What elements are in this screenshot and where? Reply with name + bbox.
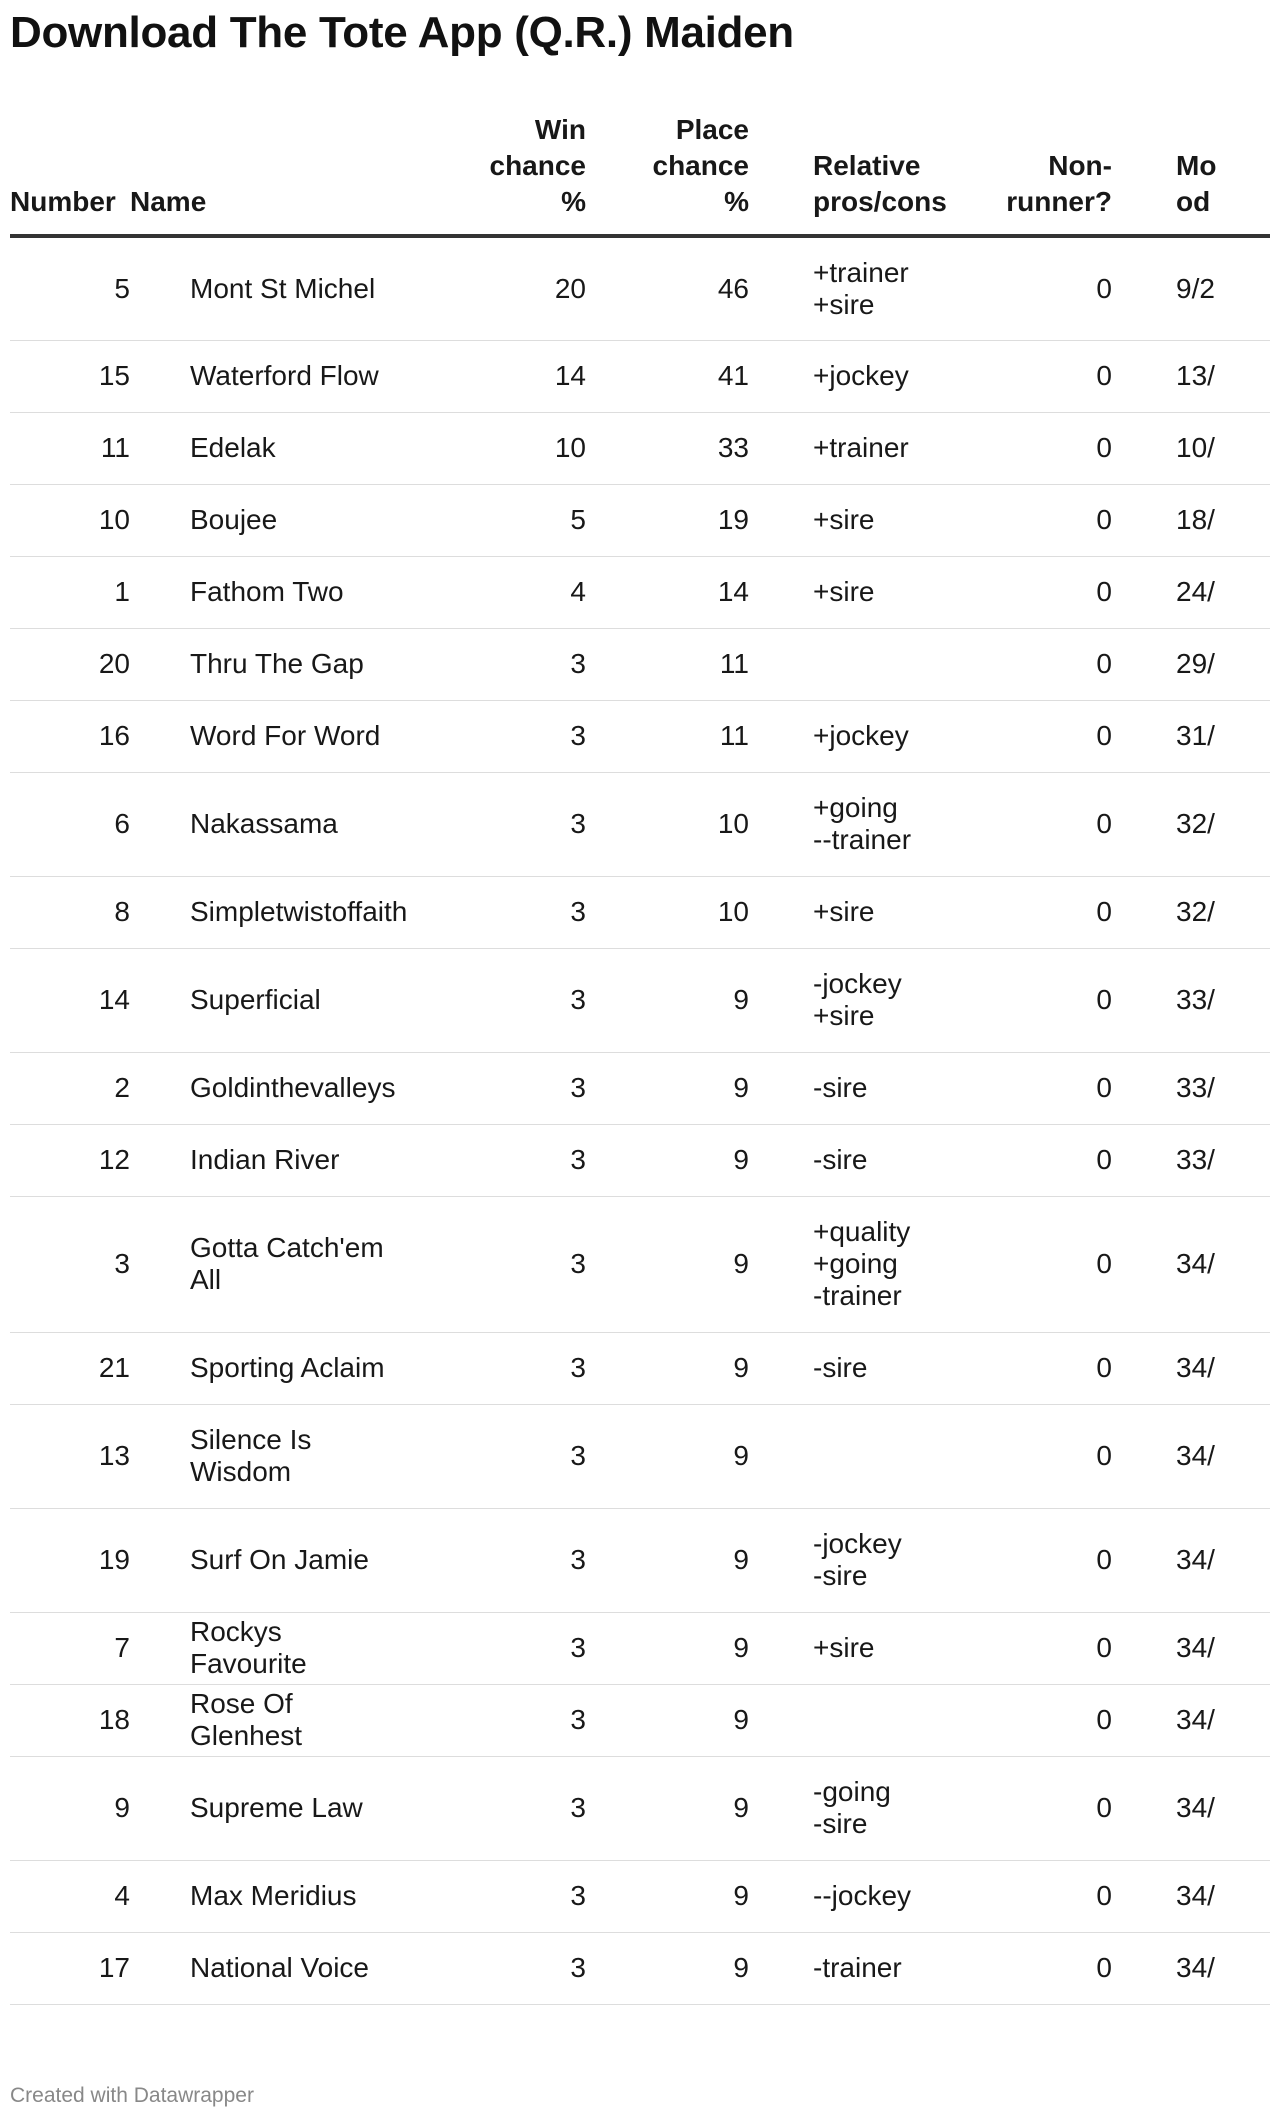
cell-morning-odds: 34/: [1112, 1404, 1270, 1508]
table-row: [10, 1124, 1270, 1196]
cell-relative-pros-cons: [749, 1404, 919, 1508]
table-row: [10, 1508, 1270, 1612]
cell-morning-odds: 34/: [1112, 1508, 1270, 1612]
chart-title: Download The Tote App (Q.R.) Maiden: [10, 8, 794, 57]
table-row: [10, 412, 1270, 484]
cell-place-chance: 33: [586, 412, 749, 484]
cell-morning-odds: 9/2: [1112, 236, 1270, 340]
cell-number: 13: [10, 1404, 130, 1508]
cell-number: 1: [10, 556, 130, 628]
cell-number: 3: [10, 1196, 130, 1332]
table-row: [10, 948, 1270, 1052]
cell-morning-odds: 34/: [1112, 1684, 1270, 1756]
table-row: [10, 556, 1270, 628]
cell-morning-odds: 33/: [1112, 1124, 1270, 1196]
cell-win-chance: 3: [400, 1124, 586, 1196]
cell-win-chance: 3: [400, 1508, 586, 1612]
cell-relative-pros-cons: +trainer +sire: [749, 236, 919, 340]
cell-non-runner: 0: [919, 876, 1112, 948]
cell-name: Waterford Flow: [130, 340, 400, 412]
cell-place-chance: 9: [586, 1404, 749, 1508]
cell-number: 17: [10, 1932, 130, 2004]
cell-place-chance: 9: [586, 1196, 749, 1332]
runners-table: [10, 112, 1270, 2005]
cell-morning-odds: 34/: [1112, 1932, 1270, 2004]
cell-non-runner: 0: [919, 628, 1112, 700]
cell-place-chance: 9: [586, 1756, 749, 1860]
cell-place-chance: 9: [586, 1332, 749, 1404]
table-row: [10, 236, 1270, 340]
cell-morning-odds: 32/: [1112, 876, 1270, 948]
cell-relative-pros-cons: -trainer: [749, 1932, 919, 2004]
cell-place-chance: 10: [586, 876, 749, 948]
cell-morning-odds: 31/: [1112, 700, 1270, 772]
cell-win-chance: 3: [400, 1756, 586, 1860]
cell-morning-odds: 10/: [1112, 412, 1270, 484]
cell-non-runner: 0: [919, 1684, 1112, 1756]
cell-number: 6: [10, 772, 130, 876]
cell-relative-pros-cons: +jockey: [749, 340, 919, 412]
cell-win-chance: 3: [400, 1932, 586, 2004]
cell-number: 2: [10, 1052, 130, 1124]
cell-place-chance: 9: [586, 1612, 749, 1684]
cell-number: 21: [10, 1332, 130, 1404]
cell-win-chance: 4: [400, 556, 586, 628]
cell-name: Thru The Gap: [130, 628, 400, 700]
cell-relative-pros-cons: +sire: [749, 876, 919, 948]
cell-non-runner: 0: [919, 1932, 1112, 2004]
cell-morning-odds: 34/: [1112, 1860, 1270, 1932]
cell-name: Superficial: [130, 948, 400, 1052]
cell-non-runner: 0: [919, 700, 1112, 772]
table-container: [10, 0, 1217, 2060]
cell-non-runner: 0: [919, 1332, 1112, 1404]
cell-non-runner: 0: [919, 1124, 1112, 1196]
cell-morning-odds: 29/: [1112, 628, 1270, 700]
cell-name: Indian River: [130, 1124, 400, 1196]
table-row: [10, 628, 1270, 700]
cell-name: Simpletwistoffaith: [130, 876, 400, 948]
cell-win-chance: 3: [400, 1052, 586, 1124]
cell-relative-pros-cons: -sire: [749, 1124, 919, 1196]
cell-name: Fathom Two: [130, 556, 400, 628]
cell-number: 18: [10, 1684, 130, 1756]
cell-place-chance: 19: [586, 484, 749, 556]
cell-name: Rose Of Glenhest: [130, 1684, 400, 1756]
cell-place-chance: 46: [586, 236, 749, 340]
cell-non-runner: 0: [919, 1860, 1112, 1932]
footer-credit: Created with Datawrapper: [10, 2084, 254, 2107]
cell-relative-pros-cons: +trainer: [749, 412, 919, 484]
header-number[interactable]: Number: [10, 112, 130, 236]
cell-number: 8: [10, 876, 130, 948]
cell-morning-odds: 33/: [1112, 1052, 1270, 1124]
cell-place-chance: 9: [586, 1932, 749, 2004]
cell-win-chance: 3: [400, 1860, 586, 1932]
header-relative-pros-cons[interactable]: Relative pros/cons: [749, 112, 919, 236]
cell-win-chance: 5: [400, 484, 586, 556]
cell-relative-pros-cons: --jockey: [749, 1860, 919, 1932]
cell-win-chance: 14: [400, 340, 586, 412]
header-place-chance[interactable]: Place chance %: [586, 112, 749, 236]
table-row: [10, 484, 1270, 556]
cell-morning-odds: 34/: [1112, 1196, 1270, 1332]
cell-place-chance: 9: [586, 1508, 749, 1612]
cell-name: Max Meridius: [130, 1860, 400, 1932]
cell-place-chance: 11: [586, 628, 749, 700]
cell-number: 15: [10, 340, 130, 412]
cell-name: Mont St Michel: [130, 236, 400, 340]
cell-win-chance: 3: [400, 628, 586, 700]
cell-win-chance: 10: [400, 412, 586, 484]
cell-non-runner: 0: [919, 556, 1112, 628]
table-row: [10, 1612, 1270, 1684]
cell-non-runner: 0: [919, 1196, 1112, 1332]
cell-number: 19: [10, 1508, 130, 1612]
cell-relative-pros-cons: -jockey +sire: [749, 948, 919, 1052]
cell-relative-pros-cons: +going --trainer: [749, 772, 919, 876]
cell-win-chance: 3: [400, 876, 586, 948]
cell-number: 9: [10, 1756, 130, 1860]
cell-relative-pros-cons: +sire: [749, 484, 919, 556]
cell-win-chance: 3: [400, 700, 586, 772]
cell-non-runner: 0: [919, 1404, 1112, 1508]
cell-number: 7: [10, 1612, 130, 1684]
cell-non-runner: 0: [919, 236, 1112, 340]
table-body: [10, 236, 1270, 2004]
cell-name: Surf On Jamie: [130, 1508, 400, 1612]
cell-number: 16: [10, 700, 130, 772]
cell-place-chance: 9: [586, 948, 749, 1052]
table-row: [10, 1196, 1270, 1332]
cell-relative-pros-cons: [749, 628, 919, 700]
cell-place-chance: 14: [586, 556, 749, 628]
cell-number: 14: [10, 948, 130, 1052]
cell-win-chance: 3: [400, 1332, 586, 1404]
cell-place-chance: 10: [586, 772, 749, 876]
table-row: [10, 1332, 1270, 1404]
cell-number: 20: [10, 628, 130, 700]
cell-non-runner: 0: [919, 1052, 1112, 1124]
table-row: [10, 700, 1270, 772]
cell-name: Rockys Favourite: [130, 1612, 400, 1684]
cell-win-chance: 3: [400, 1196, 586, 1332]
cell-win-chance: 3: [400, 948, 586, 1052]
cell-number: 10: [10, 484, 130, 556]
cell-non-runner: 0: [919, 948, 1112, 1052]
table-row: [10, 1932, 1270, 2004]
cell-relative-pros-cons: -sire: [749, 1332, 919, 1404]
cell-non-runner: 0: [919, 1756, 1112, 1860]
cell-non-runner: 0: [919, 1612, 1112, 1684]
cell-morning-odds: 34/: [1112, 1612, 1270, 1684]
cell-win-chance: 20: [400, 236, 586, 340]
cell-place-chance: 9: [586, 1124, 749, 1196]
cell-relative-pros-cons: +sire: [749, 1612, 919, 1684]
cell-non-runner: 0: [919, 772, 1112, 876]
cell-win-chance: 3: [400, 1612, 586, 1684]
header-row: [10, 112, 1270, 236]
cell-name: Word For Word: [130, 700, 400, 772]
cell-relative-pros-cons: [749, 1684, 919, 1756]
cell-number: 12: [10, 1124, 130, 1196]
header-morning-odds[interactable]: Mo od: [1112, 112, 1270, 236]
table-row: [10, 1404, 1270, 1508]
table-row: [10, 1052, 1270, 1124]
cell-relative-pros-cons: -going -sire: [749, 1756, 919, 1860]
cell-morning-odds: 32/: [1112, 772, 1270, 876]
cell-place-chance: 41: [586, 340, 749, 412]
cell-relative-pros-cons: +jockey: [749, 700, 919, 772]
table-row: [10, 340, 1270, 412]
cell-relative-pros-cons: -sire: [749, 1052, 919, 1124]
cell-number: 5: [10, 236, 130, 340]
cell-number: 11: [10, 412, 130, 484]
cell-morning-odds: 34/: [1112, 1756, 1270, 1860]
cell-win-chance: 3: [400, 1404, 586, 1508]
cell-morning-odds: 24/: [1112, 556, 1270, 628]
cell-place-chance: 9: [586, 1052, 749, 1124]
cell-name: Goldinthevalleys: [130, 1052, 400, 1124]
cell-name: Gotta Catch'em All: [130, 1196, 400, 1332]
cell-place-chance: 9: [586, 1860, 749, 1932]
header-win-chance[interactable]: Win chance %: [400, 112, 586, 236]
cell-name: National Voice: [130, 1932, 400, 2004]
cell-place-chance: 9: [586, 1684, 749, 1756]
cell-win-chance: 3: [400, 772, 586, 876]
cell-number: 4: [10, 1860, 130, 1932]
cell-win-chance: 3: [400, 1684, 586, 1756]
cell-name: Sporting Aclaim: [130, 1332, 400, 1404]
header-name[interactable]: Name: [130, 112, 400, 236]
cell-morning-odds: 18/: [1112, 484, 1270, 556]
cell-morning-odds: 13/: [1112, 340, 1270, 412]
cell-non-runner: 0: [919, 1508, 1112, 1612]
cell-relative-pros-cons: +quality +going -trainer: [749, 1196, 919, 1332]
cell-name: Supreme Law: [130, 1756, 400, 1860]
table-row: [10, 1860, 1270, 1932]
cell-relative-pros-cons: +sire: [749, 556, 919, 628]
cell-non-runner: 0: [919, 412, 1112, 484]
cell-relative-pros-cons: -jockey -sire: [749, 1508, 919, 1612]
cell-morning-odds: 34/: [1112, 1332, 1270, 1404]
header-non-runner[interactable]: Non- runner?: [919, 112, 1112, 236]
table-row: [10, 772, 1270, 876]
table-row: [10, 1684, 1270, 1756]
cell-name: Silence Is Wisdom: [130, 1404, 400, 1508]
table-row: [10, 1756, 1270, 1860]
cell-non-runner: 0: [919, 484, 1112, 556]
cell-name: Boujee: [130, 484, 400, 556]
cell-morning-odds: 33/: [1112, 948, 1270, 1052]
cell-place-chance: 11: [586, 700, 749, 772]
cell-name: Edelak: [130, 412, 400, 484]
table-row: [10, 876, 1270, 948]
cell-non-runner: 0: [919, 340, 1112, 412]
cell-name: Nakassama: [130, 772, 400, 876]
